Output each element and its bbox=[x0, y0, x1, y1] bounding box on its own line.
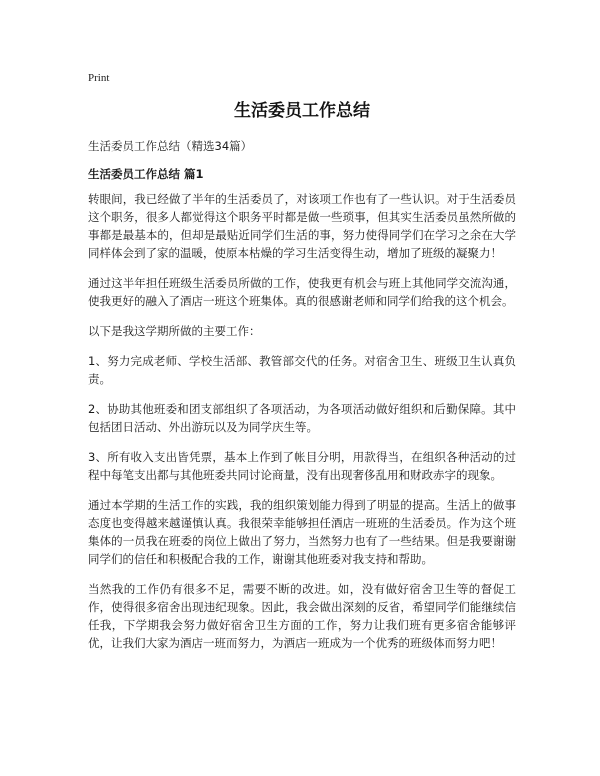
print-label: Print bbox=[88, 72, 110, 84]
document-page bbox=[88, 70, 516, 664]
paragraph-item-2: 2、协助其他班委和团支部组织了各项活动，为各项活动做好组织和后勤保障。其中包括团日活动、外出游玩以及为同学庆生等。 bbox=[88, 402, 516, 434]
paragraph-improvement: 当然我的工作仍有很多不足，需要不断的改进。如，没有做好宿舍卫生等的督促工作，使得很多宿舍出现违纪现象。因此，我会做出深刻的反省，希望同学们能继续信任我，下学期我会努力做好宿舍卫生方面的工作，努力让我们班有更多宿舍能够评优，让我们大家为酒店一班而努力，为酒店一班成为一个优秀的班级体而努力吧！ bbox=[88, 582, 516, 650]
paragraph-item-1: 1、努力完成老师、学校生活部、教管部交代的任务。对宿舍卫生、班级卫生认真负责。 bbox=[88, 354, 516, 386]
paragraph-intro: 转眼间，我已经做了半年的生活委员了，对该项工作也有了一些认识。对于生活委员这个职务，很多人都觉得这个职务平时都是做一些琐事，但其实生活委员虽然所做的事都是最基本的，但却是最贴近同学们生活的事，努力使得同学们在学习之余在大学同样体会到了家的温暖，使原本枯燥的学习生活变得生动，增加了班级的凝聚力！ bbox=[88, 192, 516, 260]
paragraph-item-3: 3、所有收入支出皆凭票，基本上作到了帐目分明，用款得当，在组织各种活动的过程中每笔支出都与其他班委共同讨论商量，没有出现奢侈乱用和财政赤字的现象。 bbox=[88, 450, 516, 482]
section-heading: 生活委员工作总结 篇1 bbox=[88, 167, 204, 181]
paragraph-reflection: 通过本学期的生活工作的实践，我的组织策划能力得到了明显的提高。生活上的做事态度也变得越来越谨慎认真。我很荣幸能够担任酒店一班班的生活委员。作为这个班集体的一员我在班委的岗位上做出了努力，当然努力也有了一些结果。但是我要谢谢同学们的信任和积极配合我的工作，谢谢其他班委对我支持和帮助。 bbox=[88, 498, 516, 566]
paragraph-work-list-intro: 以下是我这学期所做的主要工作： bbox=[88, 324, 261, 338]
paragraph-experience: 通过这半年担任班级生活委员所做的工作，使我更有机会与班上其他同学交流沟通，使我更好的融入了酒店一班这个班集体。真的很感谢老师和同学们给我的这个机会。 bbox=[88, 276, 516, 308]
document-subtitle: 生活委员工作总结（精选34篇） bbox=[88, 139, 253, 153]
document-title: 生活委员工作总结 bbox=[234, 101, 370, 121]
